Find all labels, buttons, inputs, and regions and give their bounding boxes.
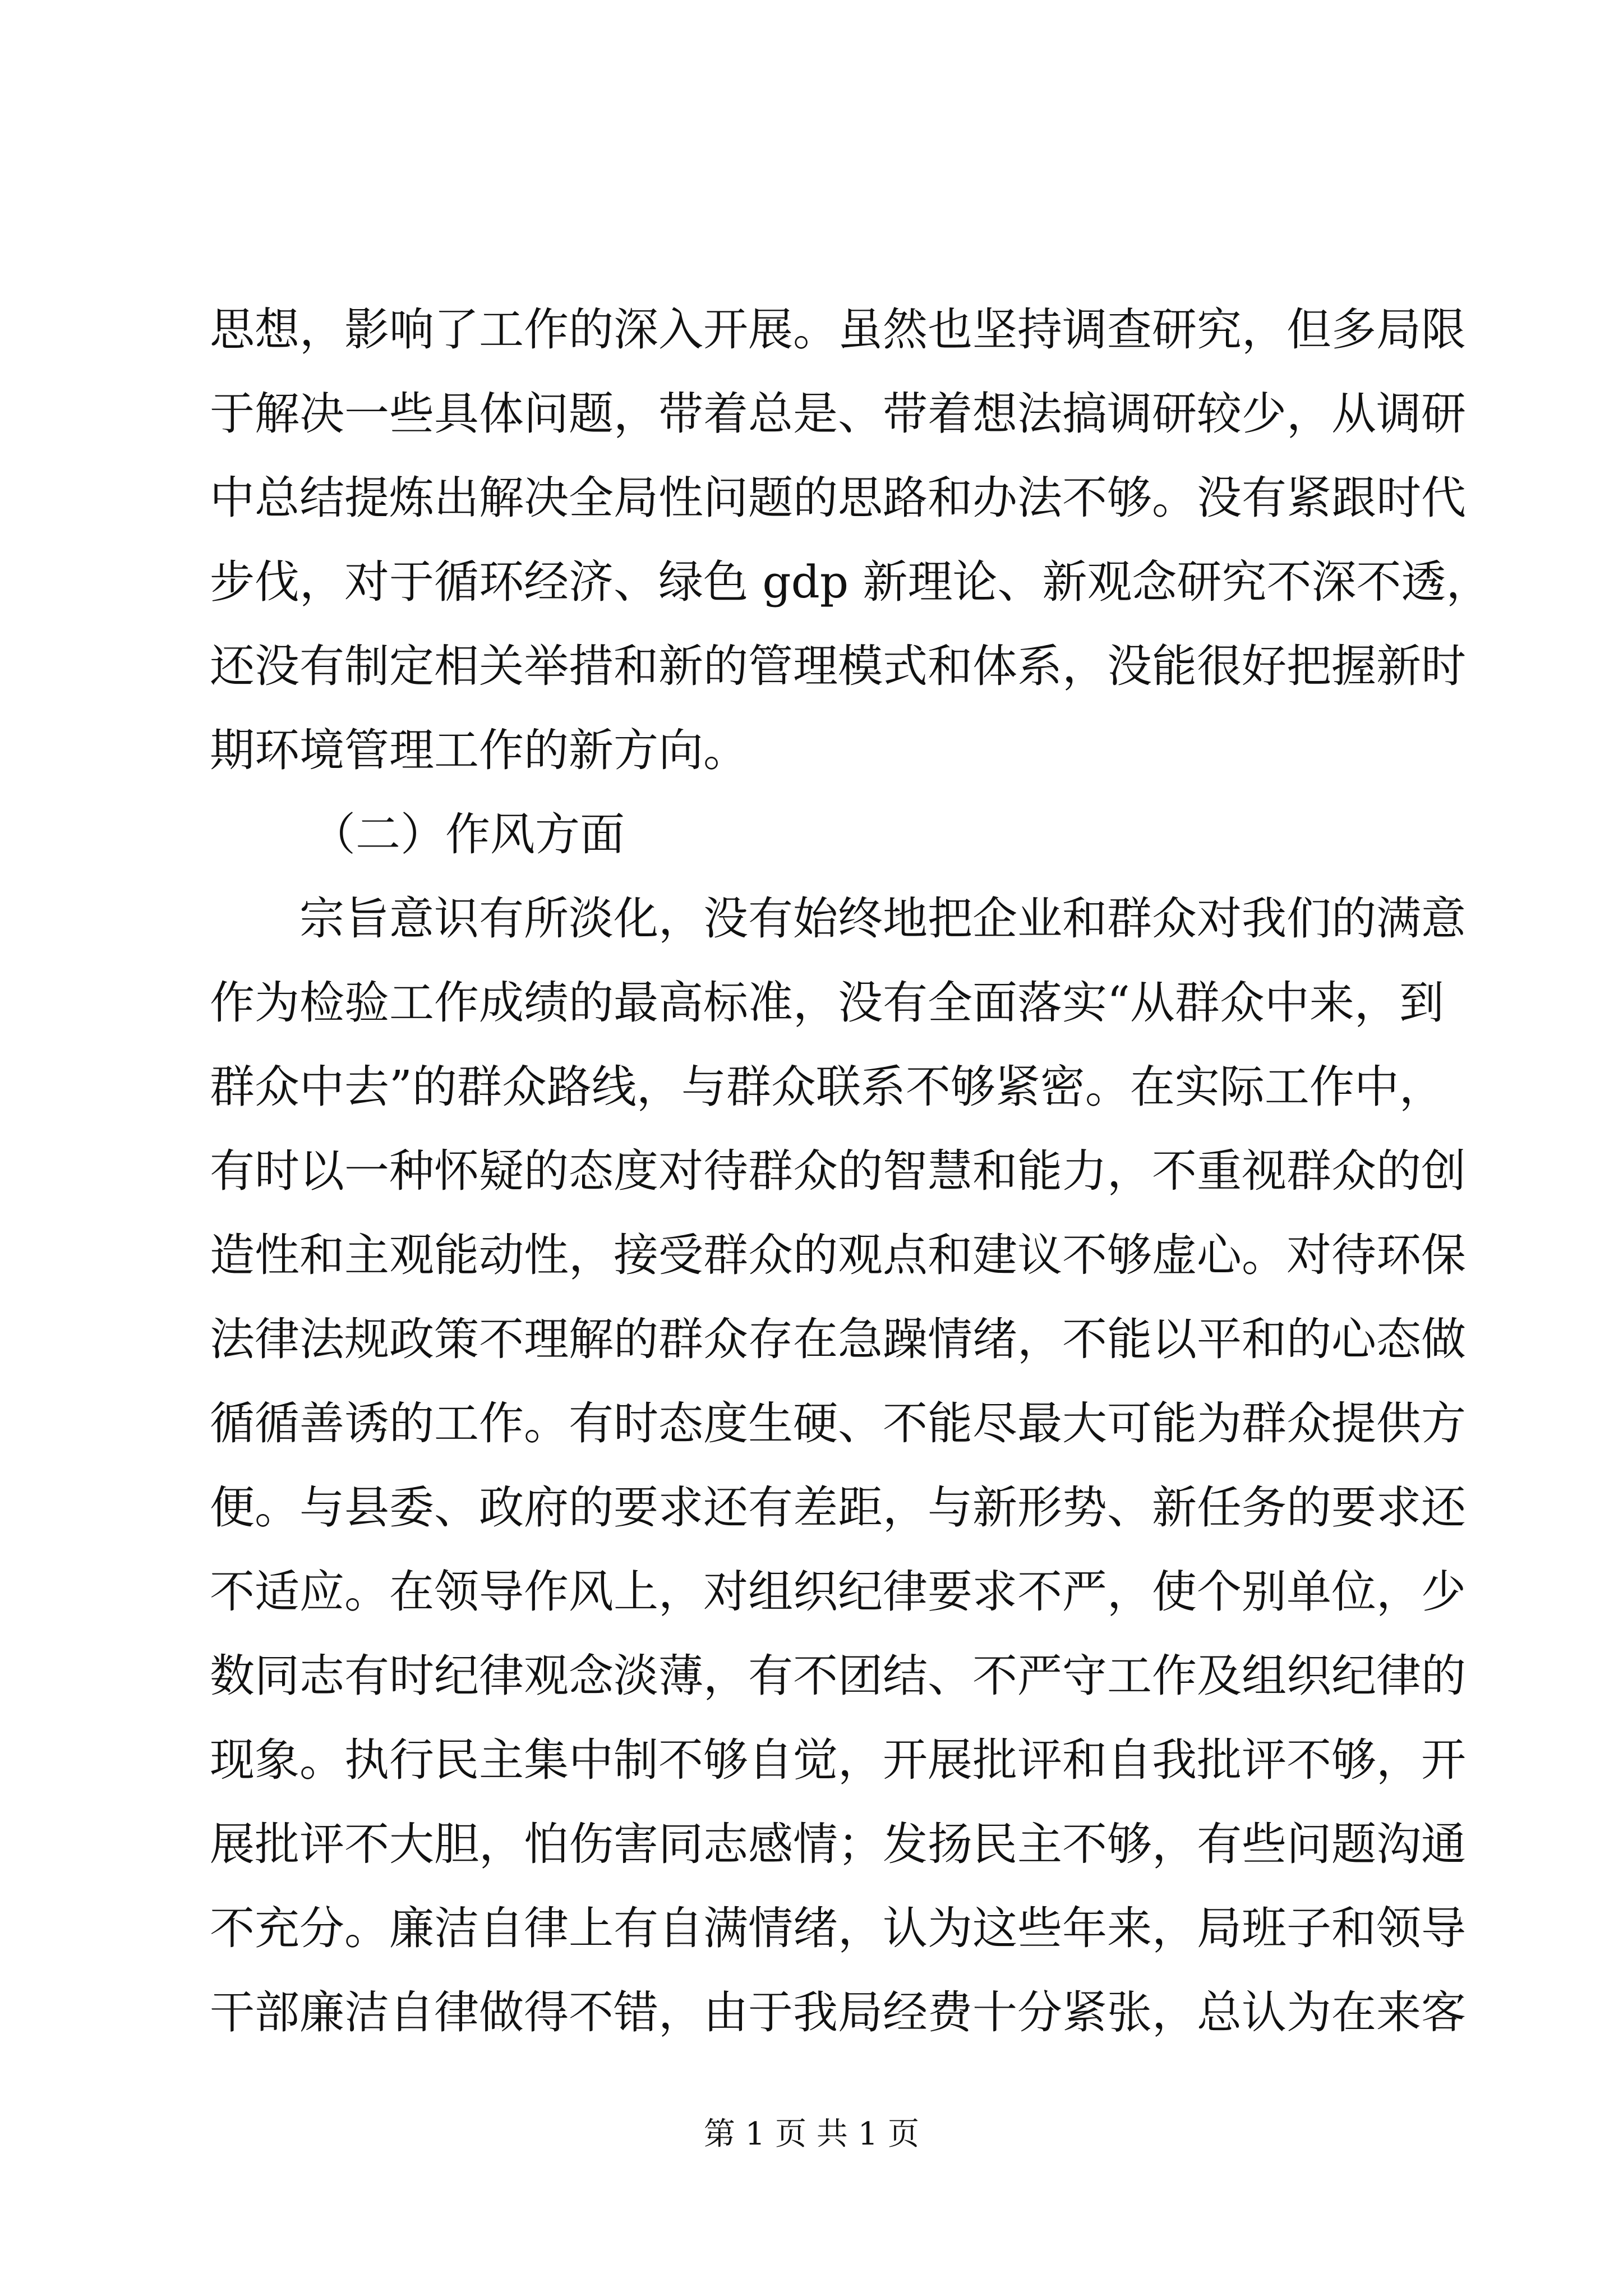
paragraph-line: 作为检验工作成绩的最高标准，没有全面落实“从群众中来，到 (210, 977, 1444, 1029)
paragraph-line: 中总结提炼出解决全局性问题的思路和办法不够。没有紧跟时代 (210, 472, 1466, 524)
paragraph-line: 群众中去”的群众路线，与群众联系不够紧密。在实际工作中， (210, 1061, 1444, 1113)
paragraph-line: 期环境管理工作的新方向。 (210, 724, 748, 776)
paragraph-line: 不适应。在领导作风上，对组织纪律要求不严，使个别单位，少 (210, 1566, 1466, 1618)
paragraph-line: 现象。执行民主集中制不够自觉，开展批评和自我批评不够，开 (210, 1734, 1466, 1786)
paragraph-line: 数同志有时纪律观念淡薄，有不团结、不严守工作及组织纪律的 (210, 1650, 1466, 1702)
paragraph-line: 于解决一些具体问题，带着总是、带着想法搞调研较少，从调研 (210, 388, 1466, 440)
paragraph-line: 造性和主观能动性，接受群众的观点和建议不够虚心。对待环保 (210, 1229, 1466, 1281)
page-footer: 第 1 页 共 1 页 (703, 2116, 920, 2152)
paragraph-line: 循循善诱的工作。有时态度生硬、不能尽最大可能为群众提供方 (210, 1397, 1466, 1450)
paragraph-line: 宗旨意识有所淡化，没有始终地把企业和群众对我们的满意 (299, 892, 1466, 945)
paragraph-line: 思想，影响了工作的深入开展。虽然也坚持调查研究，但多局限 (210, 303, 1466, 356)
paragraph-line: 干部廉洁自律做得不错，由于我局经费十分紧张，总认为在来客 (210, 1986, 1466, 2039)
paragraph-line: 不充分。廉洁自律上有自满情绪，认为这些年来，局班子和领导 (210, 1902, 1466, 1954)
paragraph-line: 法律法规政策不理解的群众存在急躁情绪，不能以平和的心态做 (210, 1313, 1466, 1365)
paragraph-line: 步伐，对于循环经济、绿色 gdp 新理论、新观念研究不深不透， (210, 556, 1491, 608)
paragraph-line: 有时以一种怀疑的态度对待群众的智慧和能力，不重视群众的创 (210, 1145, 1466, 1197)
section-heading: （二）作风方面 (311, 808, 625, 861)
paragraph-line: 便。与县委、政府的要求还有差距，与新形势、新任务的要求还 (210, 1481, 1466, 1534)
paragraph-line: 还没有制定相关举措和新的管理模式和体系，没能很好把握新时 (210, 640, 1466, 692)
paragraph-line: 展批评不大胆，怕伤害同志感情；发扬民主不够，有些问题沟通 (210, 1818, 1466, 1870)
